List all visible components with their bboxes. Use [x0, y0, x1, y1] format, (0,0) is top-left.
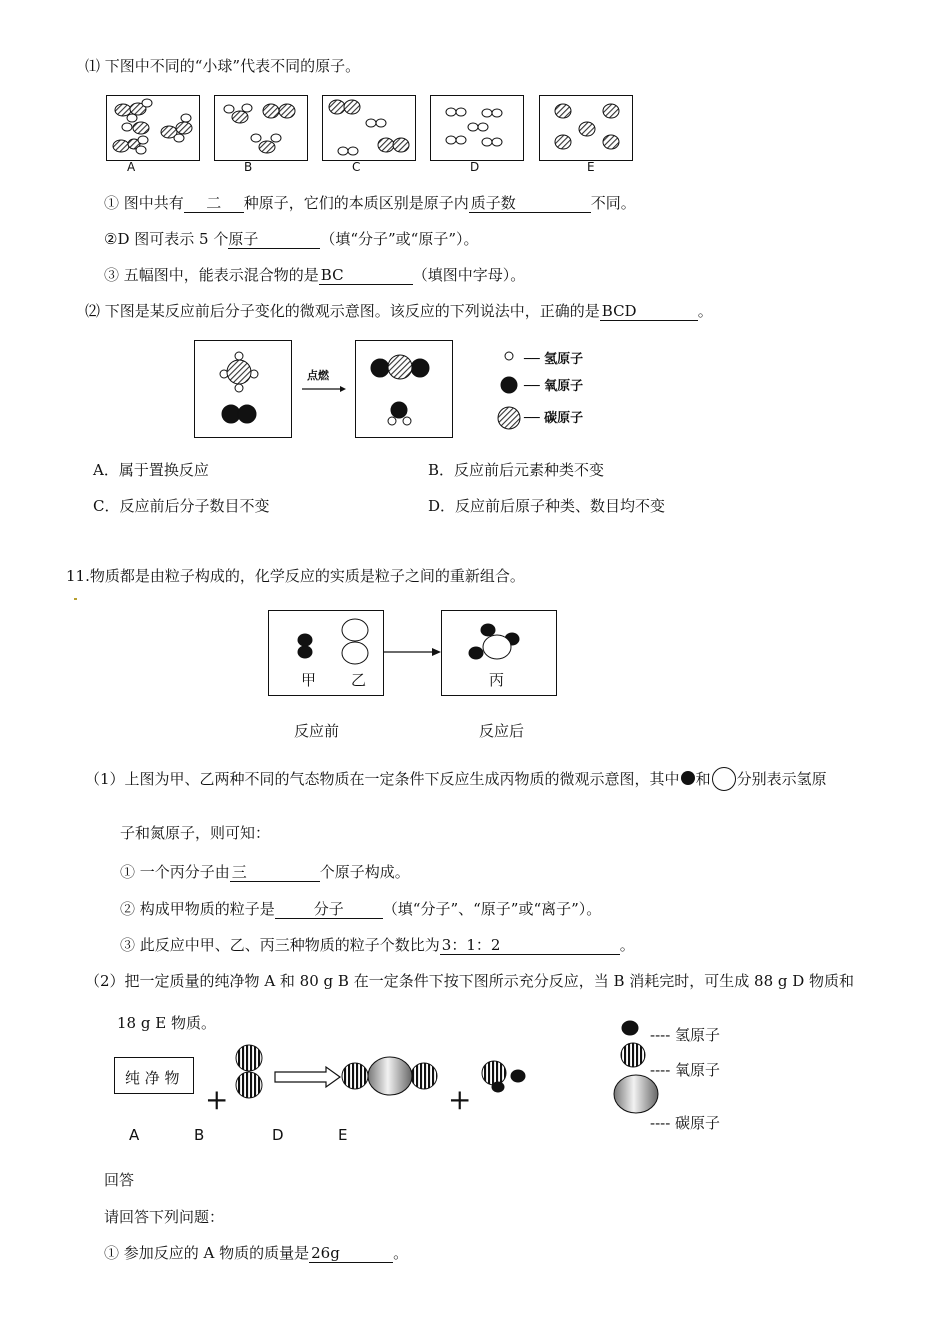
option-c: C．反应前后分子数目不变	[93, 497, 270, 515]
option-d: D．反应前后原子种类、数目均不变	[428, 497, 666, 515]
panel-b-label: B	[244, 160, 253, 174]
q11-p2-line1: （2）把一定质量的纯净物 A 和 80 g B 在一定条件下按下图所示充分反应，当 B 消耗完时，可生成 88 g D 物质和	[85, 972, 855, 990]
a2-line	[120, 899, 601, 919]
panel-c-molecules	[323, 96, 415, 160]
panel-e-label: E	[587, 160, 595, 174]
panel-d-label: D	[470, 160, 480, 174]
panel-b	[214, 95, 308, 161]
a3-line	[120, 935, 635, 955]
plus-1: +	[205, 1083, 229, 1116]
reaction-arrow-icon	[302, 384, 346, 394]
prompt: 请回答下列问题：	[104, 1208, 225, 1226]
b1-post: 。	[393, 1244, 409, 1262]
b1-answer: 26g	[309, 1245, 393, 1263]
q11-p1-and: 和	[695, 770, 711, 788]
q11-arrow-icon	[384, 647, 442, 657]
p2-post: 。	[697, 302, 713, 320]
letter-b: B	[194, 1126, 205, 1144]
legend-hydrogen: ── 氢原子	[524, 352, 584, 367]
water-molecule-e	[480, 1052, 530, 1092]
arrow-label: 点燃	[307, 369, 329, 382]
option-b: B．反应前后元素种类不变	[428, 461, 605, 479]
label-before: 反应前	[294, 722, 340, 740]
a3-post: 。	[619, 936, 635, 954]
s3-pre: ③ 五幅图中，能表示混合物的是	[104, 266, 319, 284]
reaction-before-box	[194, 340, 292, 438]
s1-line	[104, 193, 636, 213]
q11-p1-line2: 子和氮原子，则可知：	[120, 824, 271, 842]
reaction-after-box	[355, 340, 453, 438]
panel-d-molecules	[431, 96, 523, 160]
hydrogen-dot-icon	[681, 771, 695, 785]
a3-pre: ③ 此反应中甲、乙、丙三种物质的粒子个数比为	[120, 936, 440, 954]
legend-carbon: ── 碳原子	[524, 411, 584, 426]
a2-answer: 分子	[275, 901, 383, 919]
panel-e	[539, 95, 633, 161]
s3-post: （填图中字母）。	[412, 266, 526, 284]
panel-c-label: C	[352, 160, 361, 174]
s2-post: （填“分子”或“原子”）。	[320, 230, 479, 248]
legend2-hydrogen: ---- 氢原子	[650, 1026, 721, 1044]
plus-2: +	[448, 1083, 472, 1116]
panel-c	[322, 95, 416, 161]
p2-pre: ⑵ 下图是某反应前后分子变化的微观示意图。该反应的下列说法中，正确的是	[85, 302, 600, 320]
s1-mid: 种原子，它们的本质区别是原子内	[243, 194, 469, 212]
s1-answer-1: 二	[184, 195, 244, 213]
hollow-arrow-icon	[274, 1066, 342, 1088]
pure-substance-box	[114, 1057, 194, 1094]
label-after: 反应后	[479, 722, 525, 740]
q11-stem: 11.物质都是由粒子构成的，化学反应的实质是粒子之间的重新组合。	[66, 567, 525, 585]
q11-p1-a: （1）上图为甲、乙两种不同的气态物质在一定条件下反应生成丙物质的微观示意图，其中	[85, 770, 680, 788]
p1-intro: ⑴ 下图中不同的“小球”代表不同的原子。	[85, 57, 361, 75]
label-bing: 丙	[489, 671, 505, 689]
a2-pre: ② 构成甲物质的粒子是	[120, 900, 275, 918]
q11-p2-line2: 18 g E 物质。	[117, 1014, 216, 1032]
a1-line	[120, 862, 410, 882]
s2-line	[104, 229, 479, 249]
a1-post: 个原子构成。	[319, 863, 410, 881]
label-jia: 甲	[301, 671, 317, 689]
s3-answer: BC	[319, 267, 413, 285]
b1-pre: ① 参加反应的 A 物质的质量是	[104, 1244, 310, 1262]
reaction-after-molecules	[356, 341, 452, 437]
reaction-before-molecules	[195, 341, 291, 437]
q11-p1-b: 分别表示氢原	[736, 770, 827, 788]
letter-d: D	[272, 1126, 284, 1144]
letter-e: E	[338, 1126, 348, 1144]
s1-pre: ① 图中共有	[104, 194, 184, 212]
a1-answer: 三	[230, 864, 320, 882]
s1-post: 不同。	[590, 194, 636, 212]
label-yi: 乙	[351, 671, 367, 689]
a1-pre: ① 一个丙分子由	[120, 863, 230, 881]
panel-a	[106, 95, 200, 161]
pure-substance-label: 纯 净 物	[125, 1069, 180, 1087]
speck	[74, 598, 77, 600]
option-a: A．属于置换反应	[93, 461, 209, 479]
q11-before-box	[268, 610, 384, 696]
legend2-carbon: ---- 碳原子	[650, 1114, 721, 1132]
letter-a: A	[129, 1126, 140, 1144]
panel-a-label: A	[127, 160, 136, 174]
q11-p1-line1	[85, 767, 827, 791]
oxygen-molecule-b	[234, 1043, 264, 1101]
s2-pre: ②D 图可表示 5 个	[104, 230, 229, 248]
legend-atoms-icon	[497, 350, 521, 430]
s2-answer: 原子	[228, 231, 320, 249]
answer-word: 回答	[104, 1171, 135, 1189]
co2-molecule-d	[340, 1053, 440, 1099]
panel-d	[430, 95, 524, 161]
panel-a-molecules	[107, 96, 199, 160]
panel-e-molecules	[540, 96, 632, 160]
legend2-oxygen: ---- 氧原子	[650, 1061, 721, 1079]
nitrogen-circle-icon	[712, 767, 736, 791]
b1-line	[104, 1243, 408, 1263]
legend-oxygen: ── 氧原子	[524, 379, 584, 394]
a2-post: （填“分子”、“原子”或“离子”）。	[382, 900, 602, 918]
p2-line	[85, 301, 713, 321]
p2-answer: BCD	[600, 303, 698, 321]
s3-line	[104, 265, 525, 285]
s1-answer-2: 质子数	[469, 195, 591, 213]
a3-answer: 3：1：2	[440, 937, 620, 955]
panel-b-molecules	[215, 96, 307, 160]
